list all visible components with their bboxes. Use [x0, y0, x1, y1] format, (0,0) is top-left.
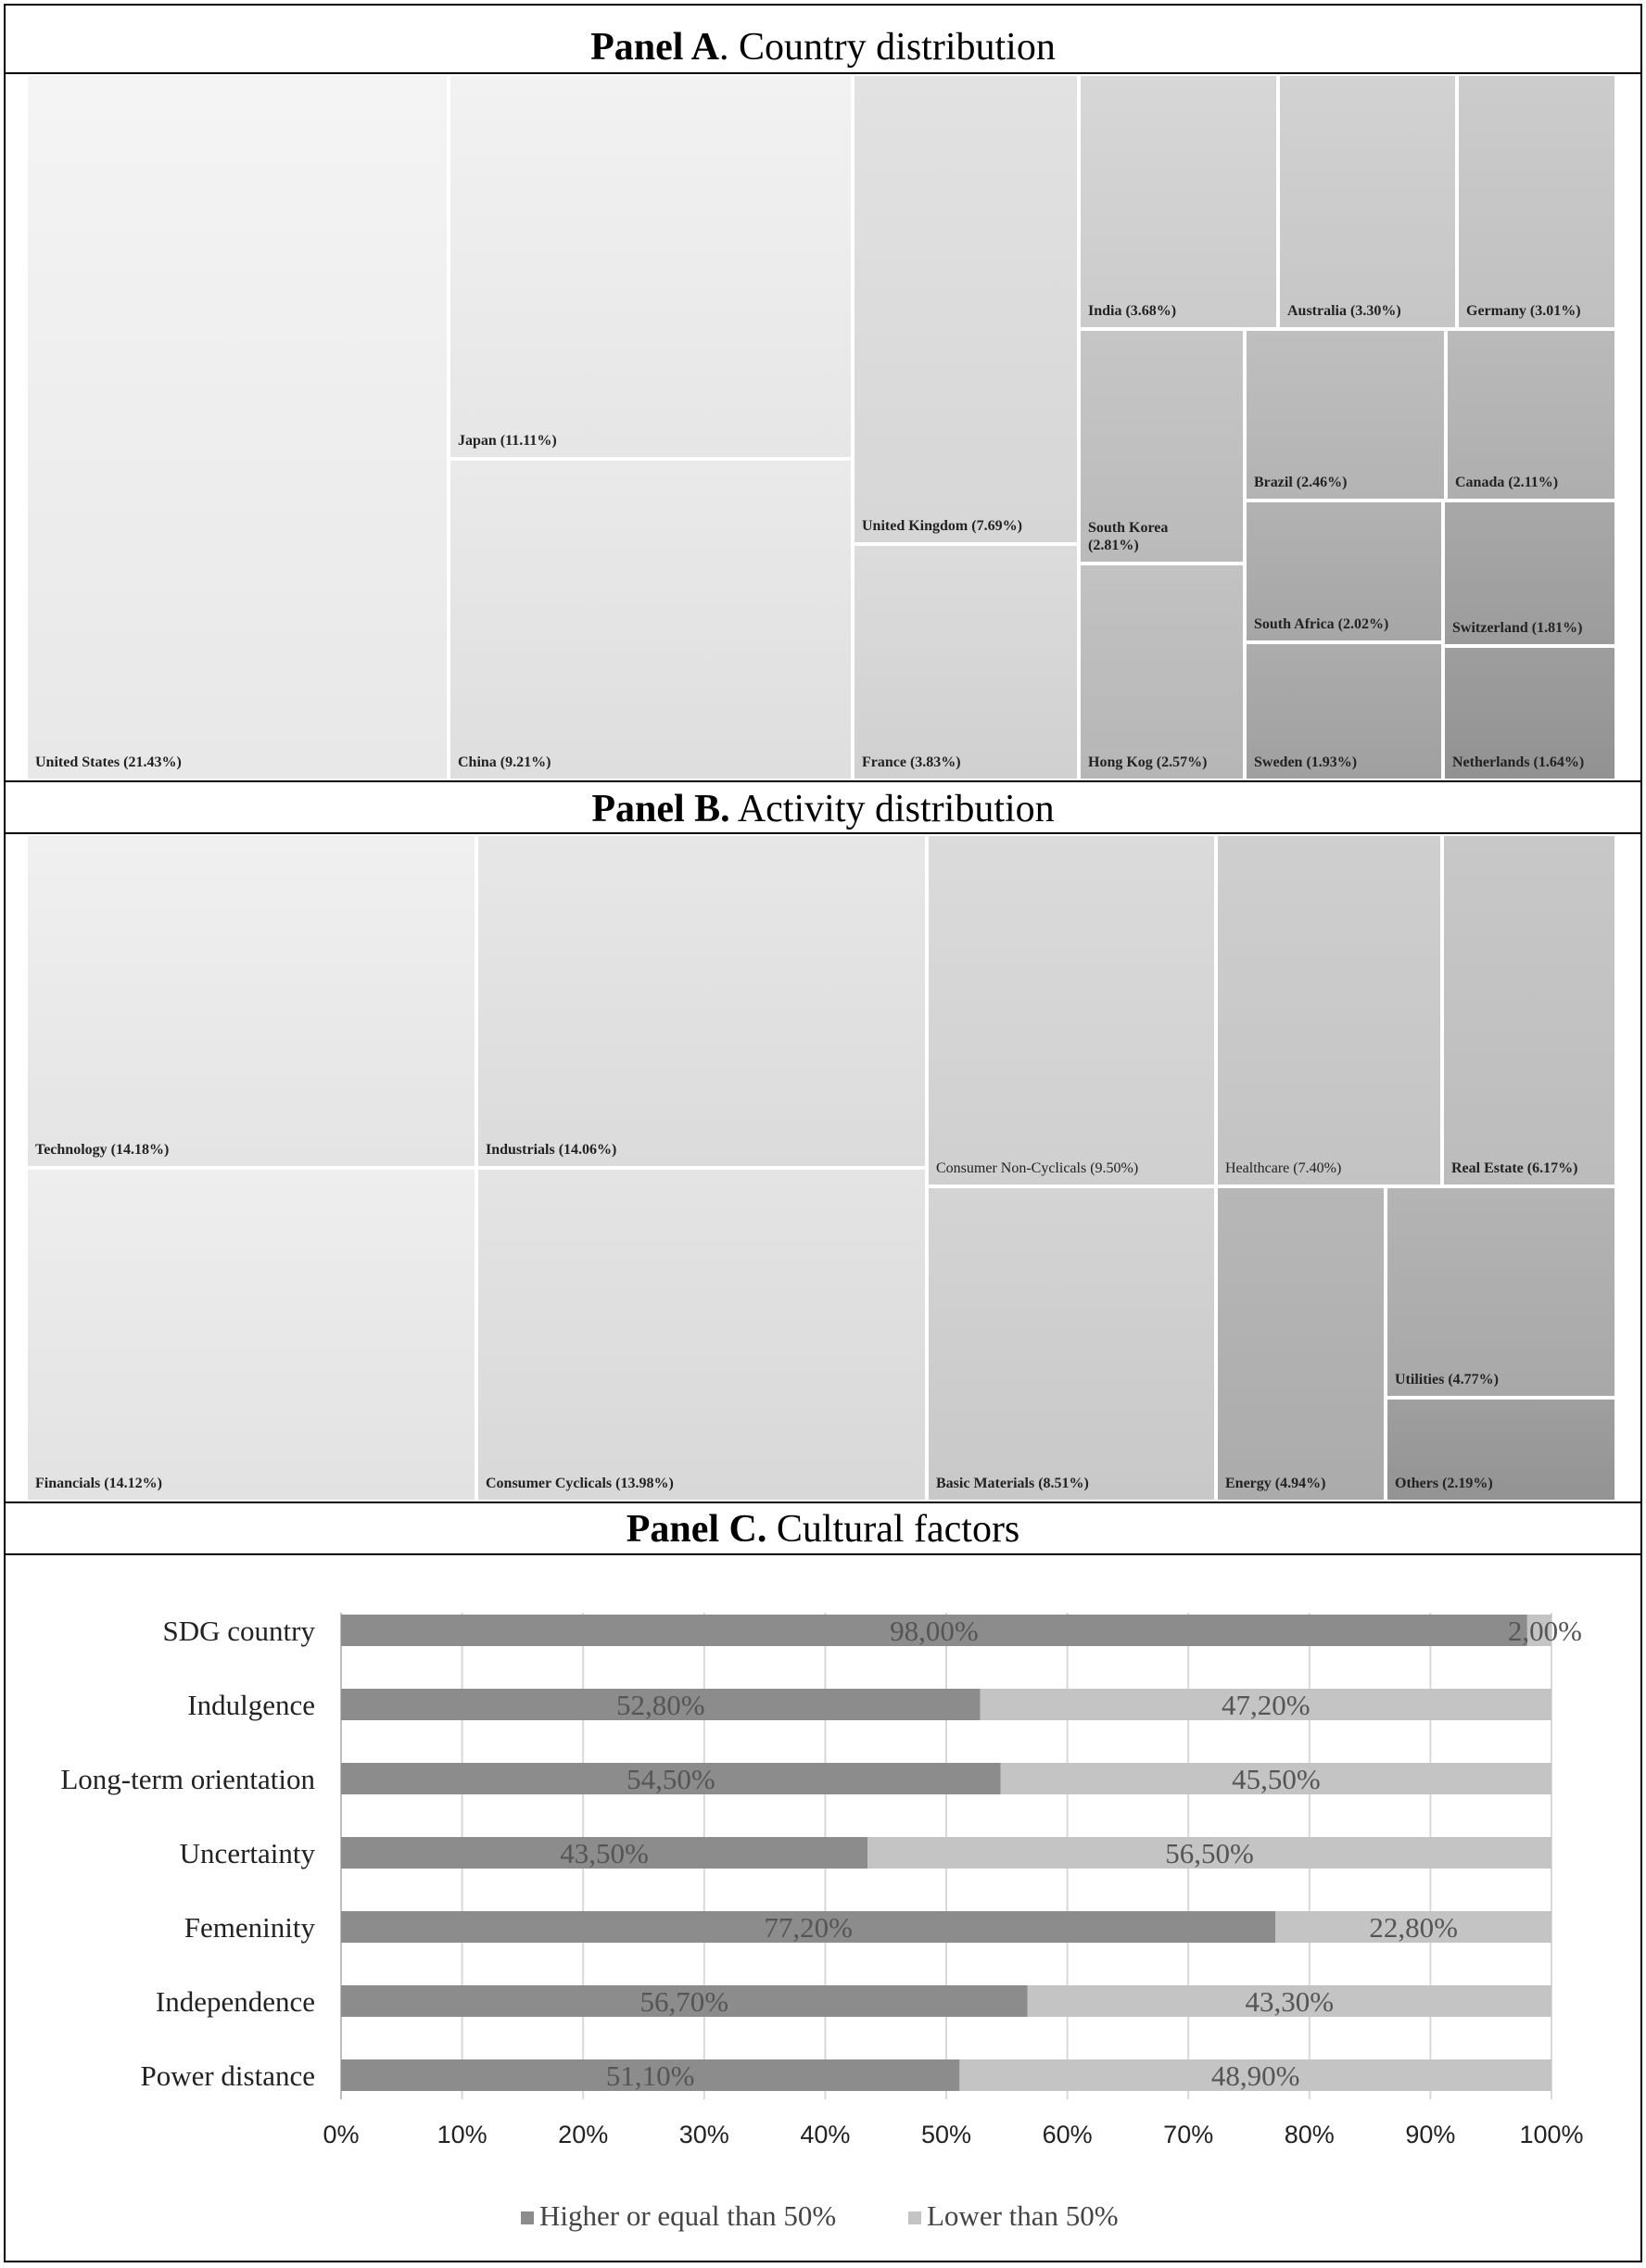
- country-tile-label: Australia (3.30%): [1287, 303, 1401, 319]
- country-tile-label: South Africa (2.02%): [1254, 616, 1389, 632]
- activity-tile: [1386, 1186, 1616, 1398]
- activity-tile-label: Basic Materials (8.51%): [936, 1476, 1089, 1491]
- category-label: Uncertainty: [179, 1837, 315, 1869]
- activity-tile: [1216, 834, 1442, 1186]
- country-tile-label: India (3.68%): [1088, 303, 1177, 319]
- data-label: 54,50%: [627, 1763, 715, 1795]
- data-label: 43,50%: [560, 1837, 649, 1869]
- panel-a-title-rest: . Country distribution: [718, 26, 1056, 69]
- data-label: 45,50%: [1232, 1763, 1321, 1795]
- activity-tile-label: Consumer Non-Cyclicals (9.50%): [936, 1160, 1139, 1176]
- country-tile: [1457, 74, 1616, 329]
- divider: [4, 1553, 1642, 1555]
- x-tick-label: 0%: [323, 2121, 360, 2148]
- activity-tile: [476, 1168, 927, 1501]
- category-label: Femeninity: [184, 1911, 315, 1944]
- country-tile: [26, 74, 449, 780]
- legend-swatch-higher: [521, 2211, 534, 2224]
- country-tile-label: Netherlands (1.64%): [1452, 754, 1585, 770]
- data-label: 47,20%: [1221, 1689, 1310, 1721]
- legend-label: Higher or equal than 50%: [539, 2199, 837, 2232]
- activity-tile-label: Others (2.19%): [1395, 1476, 1493, 1491]
- x-tick-label: 30%: [678, 2121, 729, 2148]
- data-label: 52,80%: [615, 1689, 705, 1721]
- data-label: 43,30%: [1245, 1985, 1335, 2018]
- country-tile: [1245, 642, 1443, 780]
- activity-tile-label: Technology (14.18%): [35, 1142, 170, 1158]
- activity-tile-label: Energy (4.94%): [1225, 1476, 1326, 1491]
- country-tile: [449, 459, 853, 780]
- panel-c-title-bold: Panel C.: [626, 1508, 767, 1551]
- x-tick-label: 10%: [437, 2121, 487, 2148]
- panel-a-title-bold: Panel A: [590, 26, 719, 69]
- x-tick-label: 90%: [1405, 2121, 1456, 2148]
- country-tile: [1079, 564, 1245, 780]
- country-tile-label: Germany (3.01%): [1466, 303, 1581, 319]
- country-tile: [853, 544, 1079, 780]
- category-label: Independence: [155, 1985, 315, 2018]
- country-tile: [1278, 74, 1457, 329]
- data-label: 51,10%: [605, 2059, 695, 2092]
- panel-c-title-rest: Cultural factors: [766, 1508, 1020, 1551]
- activity-tile-label: Healthcare (7.40%): [1225, 1160, 1342, 1176]
- activity-tile: [1386, 1398, 1616, 1501]
- country-tile-label: Hong Kog (2.57%): [1088, 754, 1208, 770]
- country-tile-label: Japan (11.11%): [458, 433, 557, 449]
- country-tile-label: Sweden (1.93%): [1254, 754, 1358, 770]
- country-tile: [449, 74, 853, 459]
- data-label: 77,20%: [764, 1911, 853, 1944]
- divider: [4, 780, 1642, 782]
- activity-tile: [26, 1168, 476, 1501]
- activity-tile: [1216, 1186, 1386, 1501]
- category-label: Long-term orientation: [60, 1763, 315, 1795]
- panel-b-title-rest: Activity distribution: [729, 788, 1055, 830]
- country-tile-label: Brazil (2.46%): [1254, 475, 1348, 490]
- country-tile-label: Canada (2.11%): [1455, 475, 1559, 490]
- activity-tile: [927, 1186, 1216, 1501]
- x-tick-label: 70%: [1163, 2121, 1214, 2148]
- panel-b-title-bold: Panel B.: [591, 788, 730, 830]
- panel-a-title: [0, 21, 1646, 73]
- x-tick-label: 20%: [558, 2121, 609, 2148]
- country-tile-label: Switzerland (1.81%): [1452, 620, 1583, 636]
- activity-tile-label: Industrials (14.06%): [486, 1142, 617, 1158]
- country-tile-label: United Kingdom (7.69%): [862, 518, 1022, 534]
- activity-tile-label: Real Estate (6.17%): [1451, 1160, 1578, 1176]
- country-tile-label: United States (21.43%): [35, 754, 182, 770]
- activity-tile-label: Consumer Cyclicals (13.98%): [486, 1476, 674, 1491]
- x-tick-label: 50%: [920, 2121, 972, 2148]
- data-label: 22,80%: [1369, 1911, 1458, 1944]
- country-tile: [1446, 329, 1616, 500]
- country-tile: [1245, 500, 1443, 642]
- country-tile: [1079, 329, 1245, 564]
- country-tile: [1079, 74, 1278, 329]
- panel-c-title: [0, 1503, 1646, 1555]
- x-tick-label: 100%: [1519, 2121, 1584, 2148]
- category-label: SDG country: [162, 1615, 315, 1647]
- activity-tile: [26, 834, 476, 1168]
- country-tile-label: France (3.83%): [862, 754, 961, 770]
- country-tile: [1443, 646, 1616, 780]
- country-tile: [1245, 329, 1446, 500]
- country-tile: [1443, 500, 1616, 646]
- legend-label: Lower than 50%: [927, 2199, 1119, 2232]
- category-label: Indulgence: [187, 1689, 315, 1721]
- data-label: 56,70%: [639, 1985, 729, 2018]
- activity-tile: [476, 834, 927, 1168]
- x-tick-label: 60%: [1042, 2121, 1093, 2148]
- country-tile-label: South Korea (2.81%): [1088, 520, 1169, 553]
- country-tile-label: China (9.21%): [458, 754, 551, 770]
- activity-tile: [927, 834, 1216, 1186]
- data-label: 2,00%: [1507, 1615, 1582, 1647]
- activity-tile-label: Utilities (4.77%): [1395, 1372, 1499, 1387]
- data-label: 48,90%: [1210, 2059, 1300, 2092]
- country-tile: [853, 74, 1079, 544]
- activity-tile-label: Financials (14.12%): [35, 1476, 162, 1491]
- data-label: 98,00%: [890, 1615, 979, 1647]
- x-tick-label: 40%: [800, 2121, 851, 2148]
- data-label: 56,50%: [1165, 1837, 1254, 1869]
- activity-tile: [1442, 834, 1616, 1186]
- legend-swatch-lower: [908, 2211, 921, 2224]
- category-label: Power distance: [140, 2059, 315, 2092]
- cultural-factors-chart: [0, 1557, 1646, 2262]
- panel-b-title: [0, 783, 1646, 835]
- x-tick-label: 80%: [1284, 2121, 1335, 2148]
